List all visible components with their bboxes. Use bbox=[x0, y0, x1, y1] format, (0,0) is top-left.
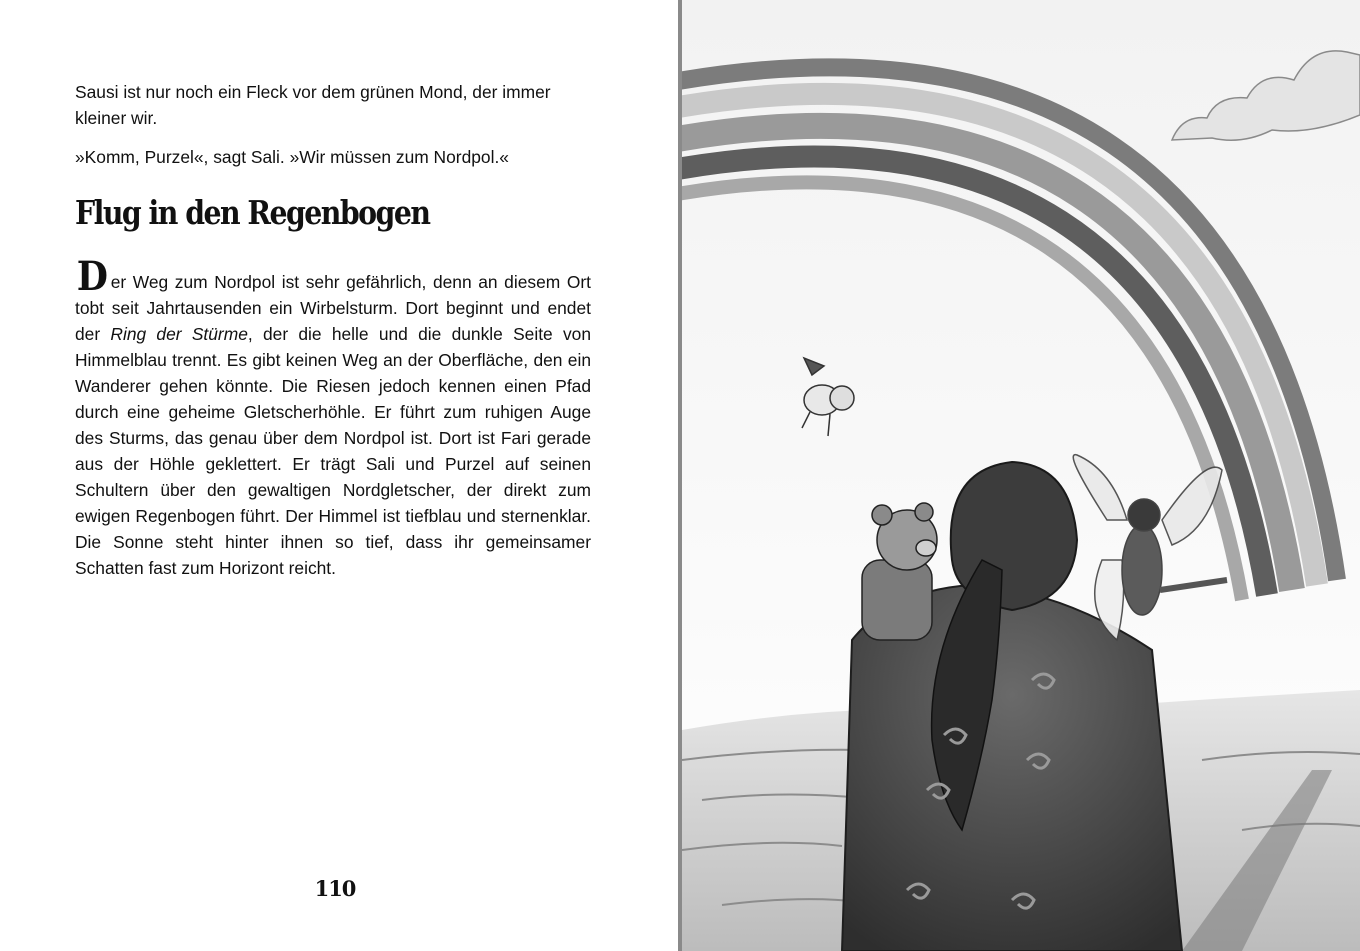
body-text-part-1: er Weg zum Nordpol ist sehr gefährlich, denn an diesem Ort tobt seit Jahrtausenden ein Wirbelsturm. Dort beginnt und endet der bbox=[75, 272, 591, 344]
left-page bbox=[0, 0, 678, 951]
drop-cap: D bbox=[76, 253, 108, 300]
opening-text bbox=[75, 79, 591, 183]
illustration-drawing bbox=[682, 0, 1360, 951]
body-emphasis: Ring der Stürme bbox=[110, 324, 248, 344]
paragraph-1: Sausi ist nur noch ein Fleck vor dem grünen Mond, der immer kleiner wir. bbox=[75, 82, 551, 128]
rainbow-illustration bbox=[682, 0, 1360, 951]
chapter-body bbox=[75, 253, 592, 581]
body-text-part-2: , der die helle und die dunkle Seite von Himmelblau trennt. Es gibt keinen Weg an der Oberfläche, den ein Wanderer gehen könnte. Die Riesen jedoch kennen einen Pfad durch eine geheime Gletscherhöhle. Er führt zum ruhigen Auge des Sturms, das genau über dem Nordpol ist. Dort ist Fari gerade aus der Höhle geklettert. Er trägt Sali und Purzel auf seinen Schultern über den gewaltigen Nordgletscher, der direkt zum ewigen Regenbogen führt. Der Himmel ist tiefblau und sternenklar. Die Sonne steht hinter ihnen so tief, dass ihr gemeinsamer Schatten fast zum Horizont reicht. bbox=[75, 324, 592, 578]
chapter-title: Flug in den Regenbogen bbox=[75, 193, 430, 232]
paragraph-2: »Komm, Purzel«, sagt Sali. »Wir müssen zum Nordpol.« bbox=[75, 147, 509, 167]
page-number: 110 bbox=[314, 876, 356, 901]
